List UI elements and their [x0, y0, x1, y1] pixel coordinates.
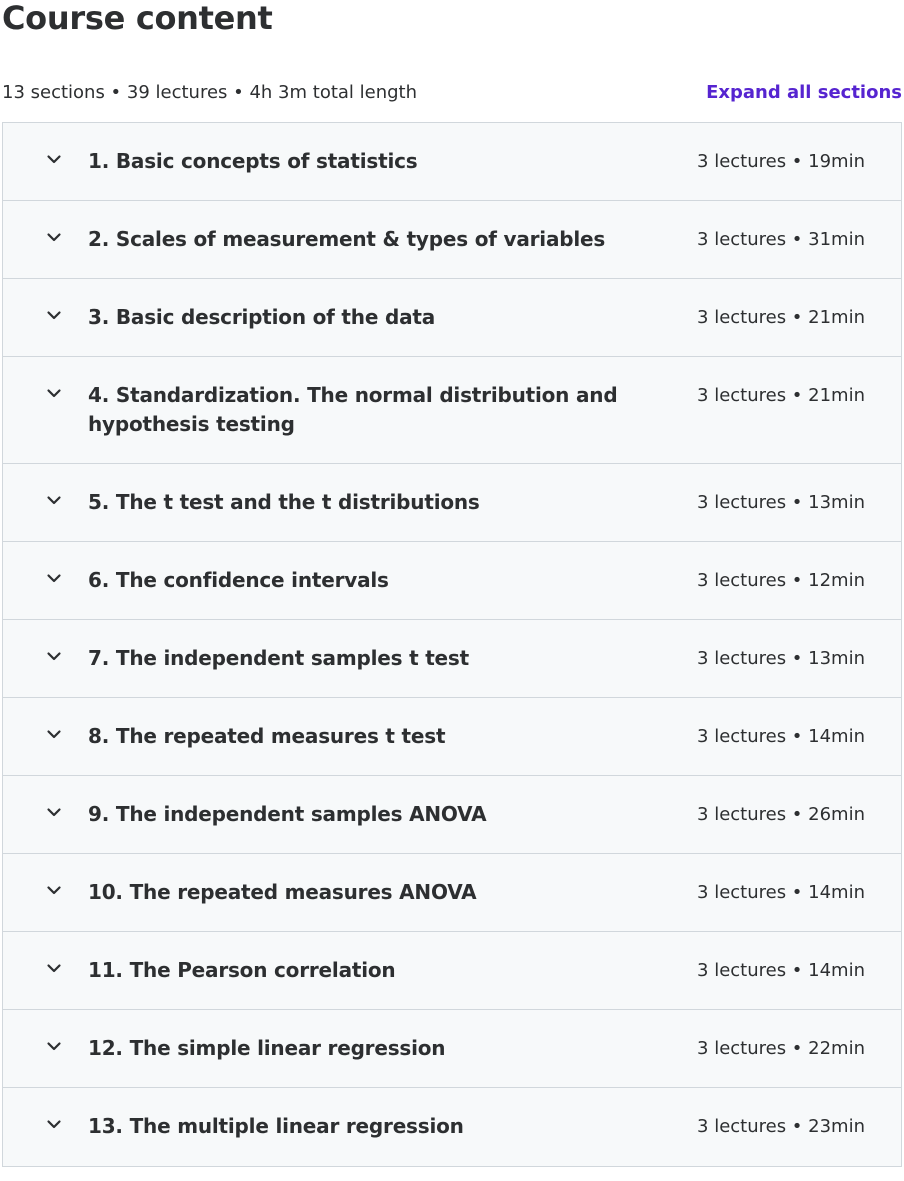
chevron-down-icon [46, 307, 62, 323]
section-row[interactable] [3, 854, 901, 932]
section-row[interactable] [3, 1088, 901, 1166]
section-meta: 3 lectures • 31min [697, 229, 865, 250]
section-row[interactable] [3, 123, 901, 201]
section-meta: 3 lectures • 14min [697, 960, 865, 981]
section-row[interactable] [3, 201, 901, 279]
section-row[interactable] [3, 542, 901, 620]
section-meta: 3 lectures • 19min [697, 151, 865, 172]
section-title: 3. Basic description of the data [88, 305, 436, 329]
section-title: 12. The simple linear regression [88, 1036, 446, 1060]
section-title: 4. Standardization. The normal distribution and hypothesis testing [88, 383, 618, 436]
chevron-down-icon [46, 648, 62, 664]
section-title: 1. Basic concepts of statistics [88, 149, 418, 173]
section-meta: 3 lectures • 23min [697, 1116, 865, 1137]
section-title: 6. The confidence intervals [88, 568, 389, 592]
chevron-down-icon [46, 151, 62, 167]
chevron-down-icon [46, 385, 62, 401]
expand-all-sections-button[interactable]: Expand all sections [706, 81, 902, 103]
section-row[interactable] [3, 776, 901, 854]
section-row[interactable] [3, 620, 901, 698]
chevron-down-icon [46, 726, 62, 742]
section-list [2, 122, 902, 1167]
course-summary-row [2, 78, 902, 106]
section-meta: 3 lectures • 13min [697, 492, 865, 513]
section-row[interactable] [3, 357, 901, 464]
section-title: 5. The t test and the t distributions [88, 490, 480, 514]
section-title: 13. The multiple linear regression [88, 1114, 464, 1138]
section-row[interactable] [3, 932, 901, 1010]
section-row[interactable] [3, 1010, 901, 1088]
chevron-down-icon [46, 1038, 62, 1054]
section-title: 10. The repeated measures ANOVA [88, 880, 477, 904]
section-meta: 3 lectures • 26min [697, 804, 865, 825]
section-row[interactable] [3, 698, 901, 776]
chevron-down-icon [46, 492, 62, 508]
section-meta: 3 lectures • 13min [697, 648, 865, 669]
section-meta: 3 lectures • 22min [697, 1038, 865, 1059]
course-summary: 13 sections • 39 lectures • 4h 3m total length [2, 81, 418, 103]
section-row[interactable] [3, 464, 901, 542]
section-title: 7. The independent samples t test [88, 646, 469, 670]
section-title: 9. The independent samples ANOVA [88, 802, 487, 826]
section-title: 8. The repeated measures t test [88, 724, 446, 748]
page-title: Course content [2, 0, 273, 37]
chevron-down-icon [46, 960, 62, 976]
section-row[interactable] [3, 279, 901, 357]
section-meta: 3 lectures • 12min [697, 570, 865, 591]
chevron-down-icon [46, 229, 62, 245]
section-title: 2. Scales of measurement & types of variables [88, 227, 606, 251]
chevron-down-icon [46, 570, 62, 586]
chevron-down-icon [46, 882, 62, 898]
section-meta: 3 lectures • 14min [697, 726, 865, 747]
chevron-down-icon [46, 1116, 62, 1132]
section-meta: 3 lectures • 21min [697, 385, 865, 406]
section-meta: 3 lectures • 21min [697, 307, 865, 328]
section-meta: 3 lectures • 14min [697, 882, 865, 903]
chevron-down-icon [46, 804, 62, 820]
section-title: 11. The Pearson correlation [88, 958, 396, 982]
